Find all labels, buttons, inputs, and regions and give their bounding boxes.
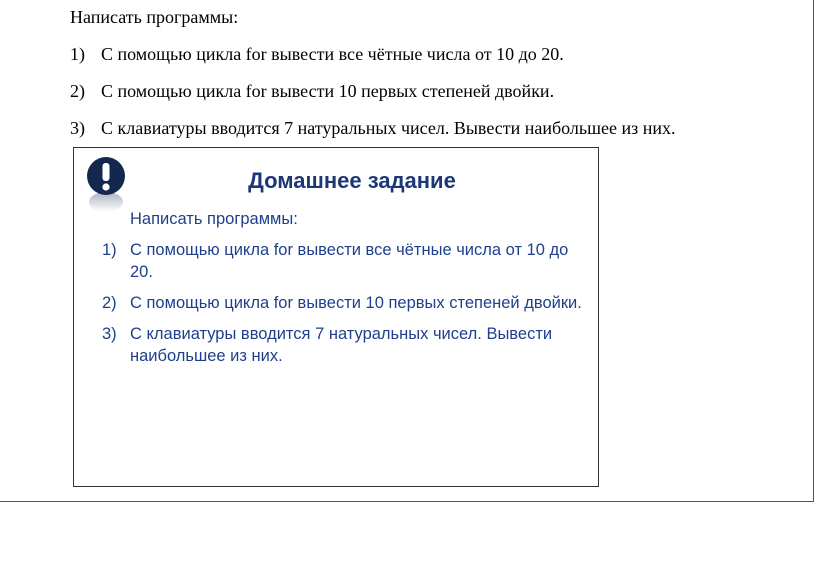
slide-task-item bbox=[102, 239, 582, 283]
slide-title: Домашнее задание bbox=[248, 168, 456, 193]
task-text: С клавиатуры вводится 7 натуральных чисел. Вывести наибольшее из них. bbox=[101, 118, 676, 138]
homework-slide bbox=[73, 147, 599, 487]
slide-task-item bbox=[102, 292, 582, 314]
task-text: С помощью цикла for вывести все чётные числа от 10 до 20. bbox=[101, 44, 564, 64]
slide-body bbox=[102, 208, 582, 367]
document-heading: Написать программы: bbox=[70, 7, 239, 27]
task-text: С помощью цикла for вывести 10 первых степеней двойки. bbox=[101, 81, 555, 101]
task-text: С клавиатуры вводится 7 натуральных чисел. Вывести наибольшее из них. bbox=[130, 325, 553, 365]
task-number: 1) bbox=[102, 241, 117, 259]
task-number: 2) bbox=[102, 294, 117, 312]
slide-heading: Написать программы: bbox=[130, 210, 298, 228]
task-number: 2) bbox=[70, 81, 85, 101]
slide-task-item bbox=[102, 323, 582, 367]
document-task-list bbox=[70, 43, 810, 139]
task-number: 3) bbox=[70, 118, 85, 138]
task-number: 3) bbox=[102, 325, 117, 343]
document-task-item bbox=[70, 43, 810, 65]
document-task-item bbox=[70, 80, 810, 102]
task-number: 1) bbox=[70, 44, 85, 64]
slide-task-list bbox=[102, 239, 582, 367]
task-text: С помощью цикла for вывести все чётные числа от 10 до 20. bbox=[130, 241, 569, 281]
document-text bbox=[70, 6, 810, 139]
document-task-item bbox=[70, 117, 810, 139]
task-text: С помощью цикла for вывести 10 первых степеней двойки. bbox=[130, 294, 582, 312]
